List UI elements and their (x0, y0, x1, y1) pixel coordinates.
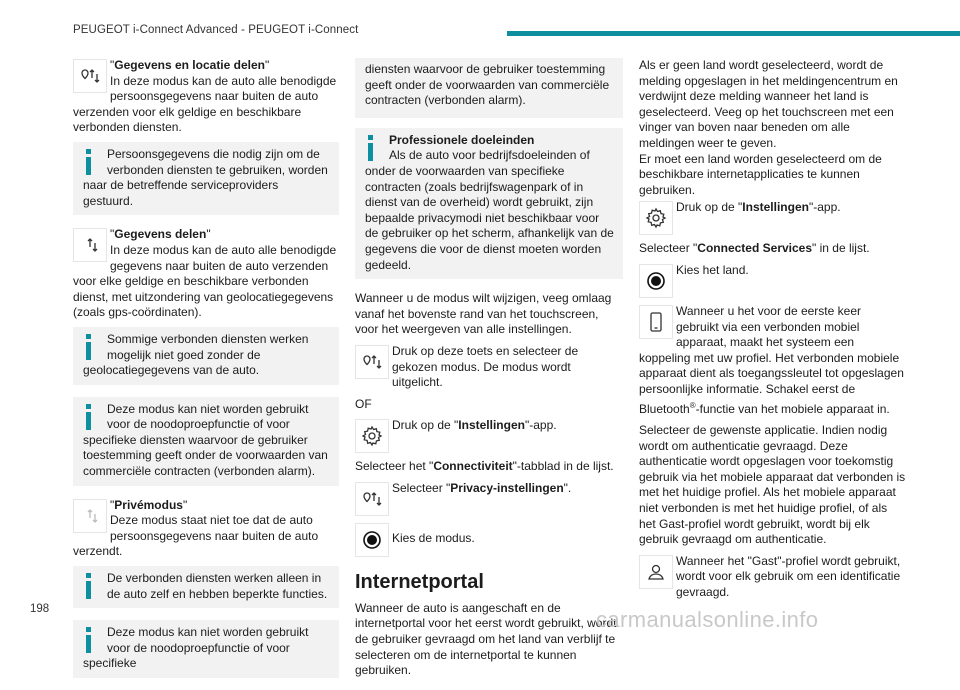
privacy-settings-label: Privacy-instellingen (450, 480, 564, 495)
info-note (73, 620, 339, 678)
info-note (73, 327, 339, 385)
step-text: Wanneer het "Gast"-profiel wordt gebruikt, wordt voor elk gebruik om een identificatie gevraagd. (676, 553, 901, 600)
step-text: Kies het land. (676, 262, 749, 277)
info-icon (83, 334, 95, 360)
paragraph: Selecteer het "Connectiviteit"-tabblad in de lijst. (355, 459, 614, 474)
mode-description: In deze modus kan de auto alle benodigde persoonsgegevens naar buiten de auto verzenden voor elk geldige en beschikbare verbonden diensten. (73, 73, 337, 135)
note-title: Professionele doeleinden (389, 132, 535, 147)
section-heading: Internetportal (355, 570, 484, 593)
info-note (73, 566, 339, 608)
step (639, 263, 907, 298)
gear-icon (355, 419, 389, 453)
info-icon (83, 573, 95, 599)
mode-location-sharing: "Gegevens en locatie delen" In deze modus kan de auto alle benodigde persoonsgegevens naar buiten de auto verzenden voor elk geldige en beschikbare verbonden diensten. (73, 58, 337, 135)
step-text: Wanneer u het voor de eerste keer gebruikt via een verbonden mobiel apparaat, maakt het systeem een koppeling met uw profiel. Het verbonden mobiele apparaat dient als toegangssleutel tot opgeslagen persoonlijke informatie. Schakel eerst de Bluetooth (639, 303, 904, 416)
step: Druk op de "Instellingen"-app. (639, 200, 907, 235)
step: Druk op de "Instellingen"-app. (355, 418, 623, 453)
note-text: Als de auto voor bedrijfsdoeleinden of onder de voorwaarden van specifieke contracten (zoals bedrijfswagenpark of in dienst van de overheid) wordt gebruikt, zijn bepaalde privacymodi niet beschikbaar voor de gebruiker op het scherm, afhankelijk van de gegevens die voor de dienst moeten worden gedeeld. (365, 148, 614, 272)
user-profile-icon (639, 555, 673, 589)
paragraph: Als er geen land wordt geselecteerd, wordt de melding opgeslagen in het meldingencentrum en verdwijnt deze melding wanneer het land is geselecteerd. Veeg op het touchscreen met een vinger van boven naar beneden om alle meldingen weer te geven. (639, 58, 898, 150)
info-icon (83, 149, 95, 175)
step: Selecteer "Privacy-instellingen". (355, 481, 623, 516)
info-icon (365, 135, 377, 161)
gear-icon (639, 201, 673, 235)
paragraph: Er moet een land worden geselecteerd om de beschikbare internetapplicaties te kunnen gebruiken. (639, 151, 882, 197)
info-note (73, 142, 339, 215)
info-note (73, 397, 339, 486)
paragraph: Selecteer "Connected Services" in de lijst. (639, 241, 870, 256)
paragraph: Wanneer u de modus wilt wijzigen, veeg omlaag vanaf het bovenste rand van het touchscreen, voor het weergeven van alle instellingen. (355, 291, 612, 337)
radio-selected-icon (355, 523, 389, 557)
privacy-settings-icon (355, 482, 389, 516)
column-1 (73, 58, 339, 690)
running-header: PEUGEOT i-Connect Advanced - PEUGEOT i-Connect (73, 24, 359, 36)
mode-data-sharing: "Gegevens delen" In deze modus kan de auto alle benodigde gegevens naar buiten de auto verzenden voor elke geldige en beschikbare verbonden dienst, met uitzondering van geolocatiegegevens (zoals gps-coördinaten). (73, 227, 337, 320)
step-text: Kies de modus. (392, 530, 475, 545)
connectivity-tab-label: Connectiviteit (433, 459, 513, 474)
column-3 (639, 58, 907, 607)
mode-title: Gegevens delen (114, 227, 207, 242)
note-text: De verbonden diensten werken alleen in de auto zelf en hebben beperkte functies. (107, 571, 328, 601)
step (355, 344, 623, 391)
column-2 (355, 58, 623, 685)
or-label: OF (355, 396, 372, 411)
paragraph: Wanneer de auto is aangeschaft en de internetportal voor het eerst wordt gebruikt, wordt de gebruiker gevraagd om het land van verblijf te selecteren om de internetportal te kunnen gebruiken. (355, 600, 617, 678)
privacy-location-icon (355, 345, 389, 379)
connected-services-label: Connected Services (697, 241, 813, 256)
mode-description: In deze modus kan de auto alle benodigde gegevens naar buiten de auto verzenden voor elke geldige en beschikbare verbonden dienst, met uitzondering van geolocatiegegevens (zoals gps-coördinaten). (73, 242, 337, 320)
mode-title: Privémodus (114, 497, 183, 512)
mode-private: "Privémodus" Deze modus staat niet toe dat de auto persoonsgegevens naar buiten de auto verzendt. (73, 497, 319, 559)
settings-app-label: Instellingen (742, 200, 809, 215)
smartphone-icon (639, 305, 673, 339)
info-note-continued (355, 58, 623, 118)
header-accent-bar (507, 31, 960, 36)
step-text: Druk op deze toets en selecteer de gekozen modus. De modus wordt uitgelicht. (392, 343, 579, 390)
note-text: Deze modus kan niet worden gebruikt voor de noodoproepfunctie of voor specifieke diensten waarvoor de gebruiker toestemming geeft onder de voorwaarden van commerciële contracten (verbonden alarm). (83, 401, 328, 479)
watermark: carmanualsonline.info (596, 607, 819, 632)
info-icon (83, 627, 95, 653)
paragraph: Selecteer de gewenste applicatie. Indien nodig wordt om authenticatie gevraagd. Deze authenticatie wordt opgeslagen voor toekomstig gebruik via het mobiele apparaat dat verbonden is met het huidige profiel. Als het mobiele apparaat niet verbonden is met het huidige profiel, of als het Gast-profiel wordt gebruikt, wordt bij elk gebruik gevraagd om authenticatie. (639, 423, 906, 547)
note-text: Persoonsgegevens die nodig zijn om de verbonden diensten te gebruiken, worden naar de betreffende serviceproviders gestuurd. (83, 146, 328, 208)
mode-description: Deze modus staat niet toe dat de auto persoonsgegevens naar buiten de auto verzendt. (73, 513, 319, 559)
settings-app-label: Instellingen (458, 418, 525, 433)
radio-selected-icon (639, 264, 673, 298)
note-text: Sommige verbonden diensten werken mogelijk niet goed zonder de geolocatiegegevens van de auto. (83, 331, 309, 378)
mode-title: Gegevens en locatie delen (114, 58, 265, 72)
privacy-private-icon (73, 499, 107, 533)
step: Wanneer u het voor de eerste keer gebruikt via een verbonden mobiel apparaat, maakt het systeem een koppeling met uw profiel. Het verbonden mobiele apparaat dient als toegangssleutel tot opgeslagen persoonlijke informatie. Schakel eerst de Bluetooth®-functie van het mobiele apparaat in. (639, 303, 904, 416)
privacy-data-icon (73, 228, 107, 262)
step (639, 554, 907, 601)
page-number: 198 (30, 603, 50, 615)
note-text: Deze modus kan niet worden gebruikt voor de noodoproepfunctie of voor specifieke (83, 625, 309, 671)
privacy-location-icon (73, 59, 107, 93)
info-icon (83, 404, 95, 430)
step (355, 522, 623, 557)
note-text: diensten waarvoor de gebruiker toestemming geeft onder de voorwaarden van commerciële contracten (verbonden alarm). (365, 62, 610, 108)
info-note (355, 128, 623, 279)
